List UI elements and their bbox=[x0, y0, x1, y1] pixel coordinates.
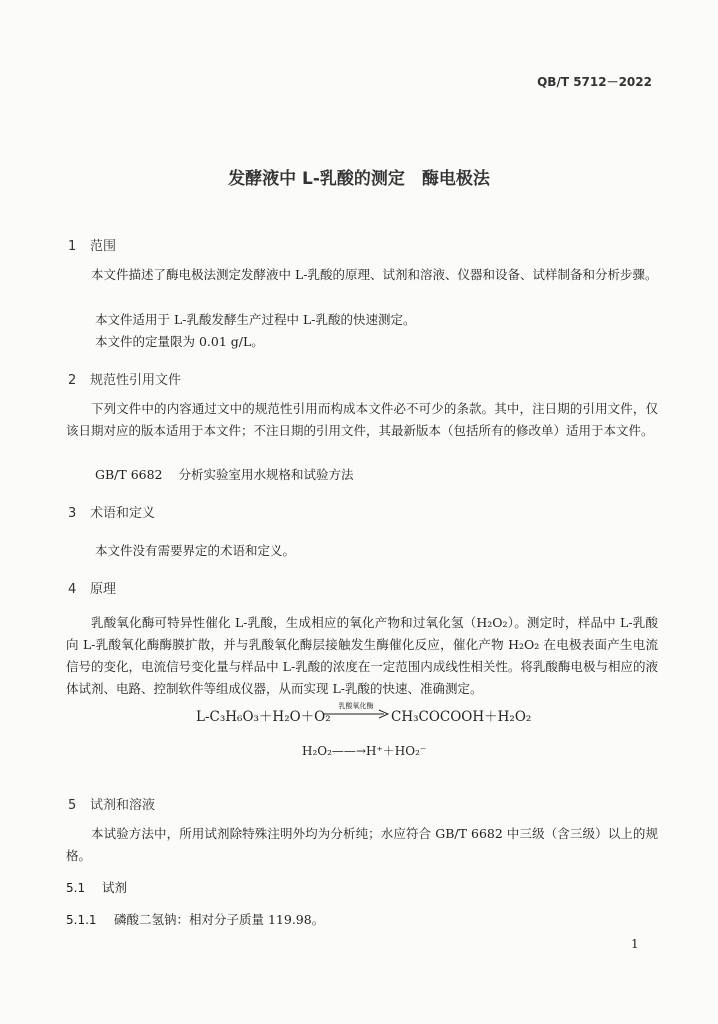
equation-rhs: CH₃COCOOH＋H₂O₂ bbox=[391, 709, 532, 725]
reaction-equation-2: H₂O₂——→H⁺＋HO₂⁻ bbox=[302, 744, 427, 758]
section-number: 5 bbox=[68, 798, 77, 813]
section-title: 术语和定义 bbox=[90, 506, 156, 521]
page-number: 1 bbox=[631, 937, 639, 951]
section-number: 3 bbox=[68, 506, 77, 521]
section-title: 原理 bbox=[90, 582, 117, 597]
section-5-paragraph-1: 本试验方法中，所用试剂除特殊注明外均为分析纯；水应符合 GB/T 6682 中三级（含三级）以上的规格。 bbox=[66, 826, 658, 863]
subsection-5-1 bbox=[66, 878, 127, 896]
section-1-paragraph-3: 本文件的定量限为 0.01 g/L。 bbox=[95, 334, 264, 349]
section-1-paragraph-2: 本文件适用于 L-乳酸发酵生产过程中 L-乳酸的快速测定。 bbox=[95, 312, 416, 327]
section-2-paragraph-1: 下列文件中的内容通过文中的规范性引用而构成本文件必不可少的条款。其中，注日期的引用文件，仅该日期对应的版本适用于本文件；不注日期的引用文件，其最新版本（包括所有的修改单）适用于本文件。 bbox=[66, 401, 658, 438]
section-3-paragraph-1: 本文件没有需要界定的术语和定义。 bbox=[95, 543, 296, 558]
document-title: 发酵液中 L-乳酸的测定 酶电极法 bbox=[228, 169, 490, 189]
section-title: 规范性引用文件 bbox=[90, 373, 182, 388]
subsection-number: 5.1.1 bbox=[66, 913, 97, 927]
subsection-number: 5.1 bbox=[66, 881, 86, 895]
subsection-5-1-1 bbox=[66, 910, 324, 928]
section-title: 试剂和溶液 bbox=[90, 798, 156, 813]
reaction-equation-1 bbox=[196, 701, 666, 727]
section-4-paragraph-1: 乳酸氧化酶可特异性催化 L-乳酸，生成相应的氧化产物和过氧化氢（H₂O₂）。测定时，样品中 L-乳酸向 L-乳酸氧化酶酶膜扩散，并与乳酸氧化酶层接触发生酶催化反应，催化产物 H₂O₂ 在电极表面产生电流信号的变化，电流信号变化量与样品中 L-乳酸的浓度在一定范围内成线性相关性。将乳酸酶电极与相应的液体试剂、电路、控制软件等组成仪器，从而实现 L-乳酸的快速、准确测定。 bbox=[66, 615, 658, 696]
section-title: 范围 bbox=[90, 239, 117, 254]
subsection-text: 磷酸二氢钠：相对分子质量 119.98。 bbox=[114, 912, 325, 927]
section-number: 2 bbox=[68, 373, 77, 388]
normative-reference bbox=[95, 465, 354, 483]
enzyme-label: 乳酸氧化酶 bbox=[338, 702, 374, 710]
section-2-heading bbox=[68, 369, 181, 388]
section-4-heading bbox=[68, 578, 116, 597]
subsection-title: 试剂 bbox=[102, 880, 128, 895]
section-3-heading bbox=[68, 502, 155, 521]
arrow-icon bbox=[322, 701, 390, 727]
equation-lhs: L-C₃H₆O₃＋H₂O＋O₂ bbox=[196, 709, 331, 725]
reference-name: 分析实验室用水规格和试验方法 bbox=[178, 467, 354, 482]
section-number: 1 bbox=[68, 239, 77, 254]
section-number: 4 bbox=[68, 582, 77, 597]
section-1-paragraph-1: 本文件描述了酶电极法测定发酵液中 L-乳酸的原理、试剂和溶液、仪器和设备、试样制备和分析步骤。 bbox=[91, 267, 658, 282]
section-5-heading bbox=[68, 794, 155, 813]
section-1-heading bbox=[68, 235, 116, 254]
reference-code: GB/T 6682 bbox=[95, 467, 163, 482]
reaction-arrow bbox=[322, 701, 390, 727]
standard-code: QB/T 5712－2022 bbox=[537, 75, 652, 89]
